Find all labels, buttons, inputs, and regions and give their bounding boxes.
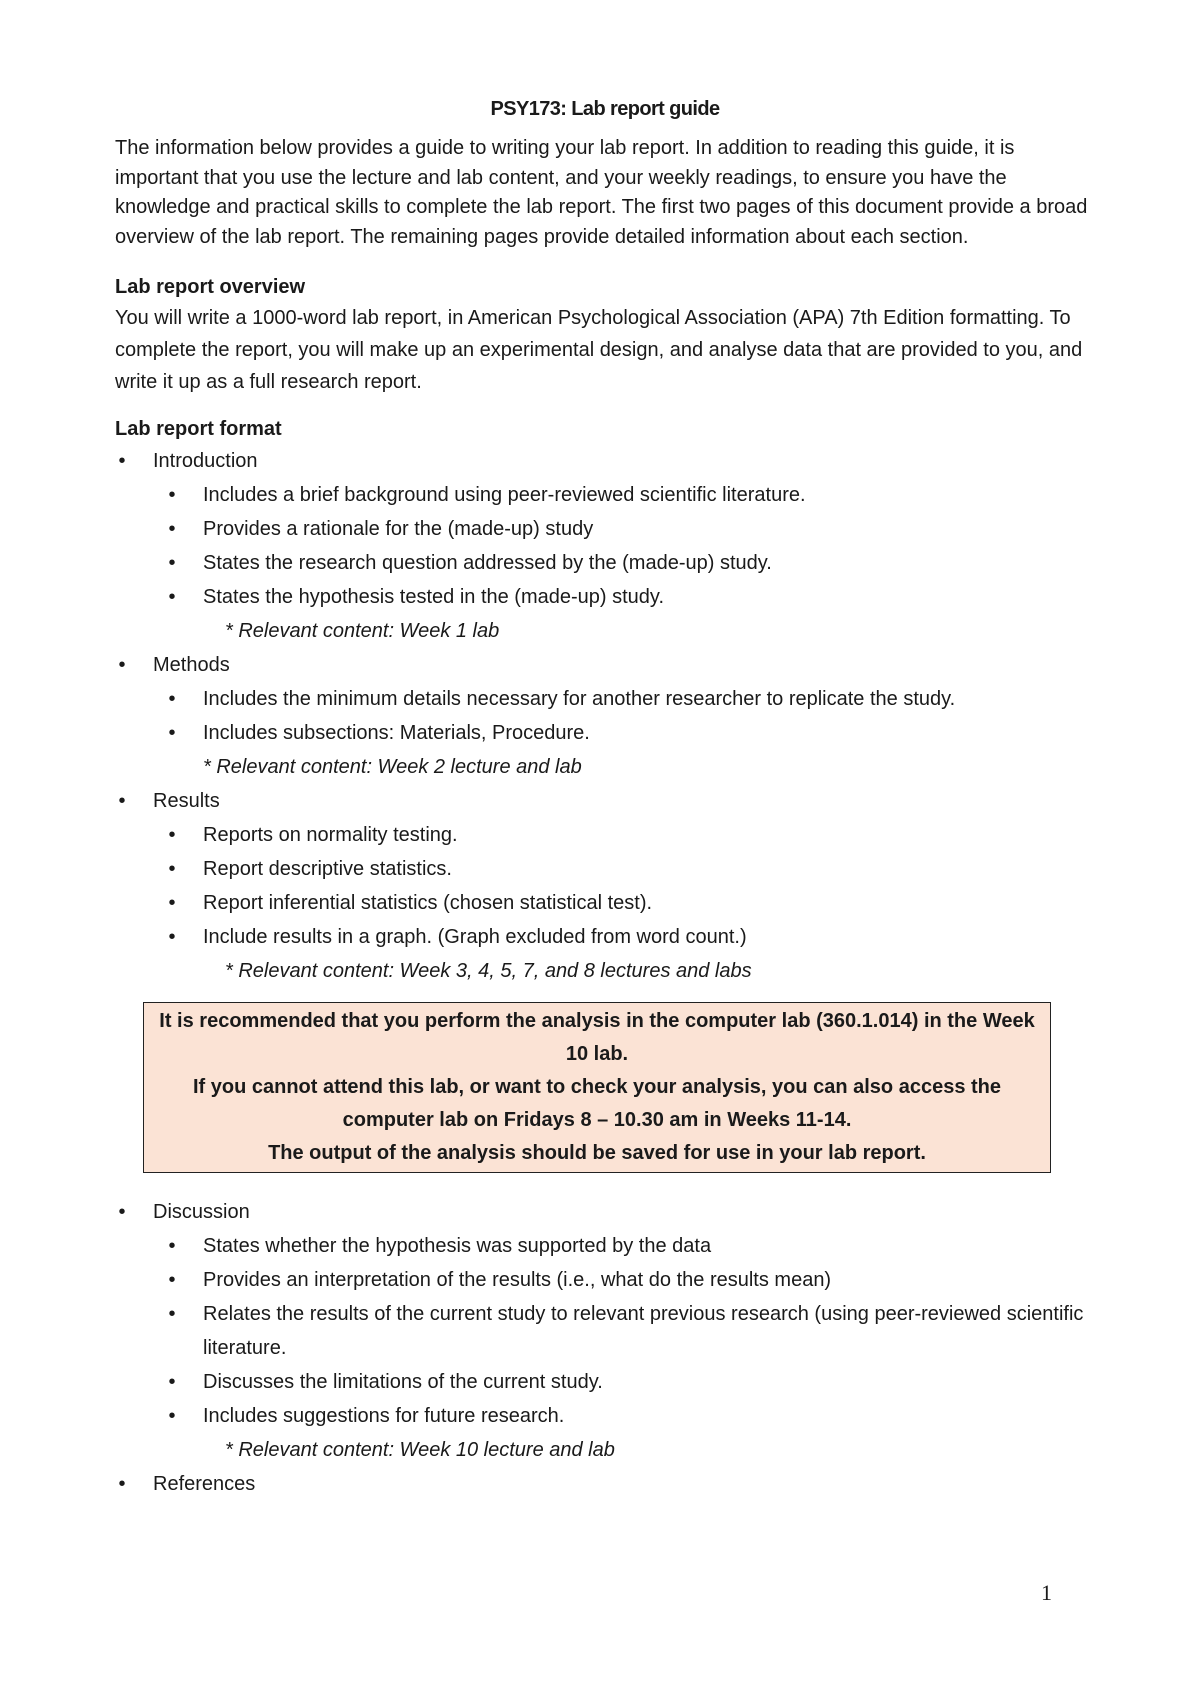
intro-paragraph: The information below provides a guide to writing your lab report. In addition to reading this guide, it is important that you use the lecture and lab content, and your weekly readings, to ensure you have the knowledge and practical skills to complete the lab report. The first two pages of this document provide a broad overview of the lab report. The remaining pages provide detailed information about each section. (115, 137, 1088, 248)
section-references (115, 1467, 1095, 1501)
bullet-icon: • (168, 824, 176, 846)
section-label: Results (153, 790, 220, 812)
list-item-text: Report inferential statistics (chosen statistical test). (203, 892, 653, 914)
format-heading: Lab report format (115, 418, 282, 440)
list-item-text: Provides a rationale for the (made-up) study (203, 518, 594, 540)
bullet-icon: • (168, 1405, 176, 1427)
methods-items (115, 682, 1095, 750)
document-title: PSY173: Lab report guide (490, 98, 720, 120)
bullet-icon: • (168, 688, 176, 710)
list-item (165, 580, 1095, 614)
list-item-text: Discusses the limitations of the current study. (203, 1371, 603, 1393)
bullet-icon: • (168, 722, 176, 744)
section-discussion (115, 1195, 1095, 1229)
bullet-icon: • (118, 654, 126, 676)
bullet-icon: • (168, 892, 176, 914)
bullet-icon: • (168, 552, 176, 574)
section-methods (115, 648, 1095, 682)
recommendation-callout (143, 1002, 1051, 1173)
bullet-icon: • (168, 1303, 176, 1325)
bullet-icon: • (118, 1201, 126, 1223)
list-item (165, 920, 1095, 954)
list-item-text: Includes subsections: Materials, Procedure. (203, 722, 590, 744)
bullet-icon: • (168, 926, 176, 948)
discussion-items-wrap (115, 1229, 1095, 1467)
section-label: References (153, 1473, 256, 1495)
relevant-content-note: * Relevant content: Week 3, 4, 5, 7, and 8 lectures and labs (225, 960, 752, 982)
bullet-icon: • (168, 586, 176, 608)
list-item (165, 1229, 1095, 1263)
list-item-text: Includes suggestions for future research. (203, 1405, 565, 1427)
list-item (165, 852, 1095, 886)
bullet-icon: • (168, 1235, 176, 1257)
list-item-text: Includes the minimum details necessary for another researcher to replicate the study. (203, 688, 956, 710)
format-list (115, 444, 1095, 988)
list-item-text: Includes a brief background using peer-reviewed scientific literature. (203, 484, 806, 506)
bullet-icon: • (168, 1371, 176, 1393)
list-item (165, 716, 1095, 750)
list-item (165, 1399, 1095, 1433)
list-item (165, 818, 1095, 852)
list-item-text: Provides an interpretation of the results (i.e., what do the results mean) (203, 1269, 832, 1291)
document-content (115, 92, 1095, 1501)
bullet-icon: • (118, 790, 126, 812)
introduction-items (115, 478, 1095, 614)
bullet-icon: • (118, 450, 126, 472)
relevant-content-note: * Relevant content: Week 2 lecture and lab (203, 756, 582, 778)
bullet-icon: • (168, 858, 176, 880)
section-label: Introduction (153, 450, 258, 472)
callout-line: The output of the analysis should be saved for use in your lab report. (268, 1142, 926, 1164)
list-item-text: Report descriptive statistics. (203, 858, 452, 880)
list-item-text: States the research question addressed by the (made-up) study. (203, 552, 772, 574)
list-item (165, 1365, 1095, 1399)
list-item-text: Reports on normality testing. (203, 824, 458, 846)
introduction-items-wrap (115, 478, 1095, 648)
results-items (115, 818, 1095, 954)
bullet-icon: • (118, 1473, 126, 1495)
section-label: Methods (153, 654, 230, 676)
section-introduction (115, 444, 1095, 478)
section-results (115, 784, 1095, 818)
overview-paragraph: You will write a 1000-word lab report, in American Psychological Association (APA) 7th Edition formatting. To complete the report, you will make up an experimental design, and analyse data that are provided to you, and write it up as a full research report. (115, 307, 1083, 393)
list-item (165, 1263, 1095, 1297)
list-item (165, 682, 1095, 716)
format-list-continued (115, 1195, 1095, 1501)
list-item-text: States the hypothesis tested in the (made-up) study. (203, 586, 664, 608)
section-label: Discussion (153, 1201, 250, 1223)
overview-heading: Lab report overview (115, 276, 306, 298)
bullet-icon: • (168, 518, 176, 540)
results-items-wrap (115, 818, 1095, 988)
list-item (165, 1297, 1095, 1365)
list-item (165, 478, 1095, 512)
relevant-content-note: * Relevant content: Week 1 lab (225, 620, 500, 642)
list-item (165, 886, 1095, 920)
list-item (165, 512, 1095, 546)
relevant-content-note: * Relevant content: Week 10 lecture and lab (225, 1439, 615, 1461)
methods-items-wrap (115, 682, 1095, 784)
callout-line: It is recommended that you perform the analysis in the computer lab (360.1.014) in the Week 10 lab. (159, 1010, 1035, 1065)
bullet-icon: • (168, 484, 176, 506)
list-item-text: Include results in a graph. (Graph excluded from word count.) (203, 926, 747, 948)
discussion-items (115, 1229, 1095, 1433)
bullet-icon: • (168, 1269, 176, 1291)
list-item-text: States whether the hypothesis was supported by the data (203, 1235, 712, 1257)
callout-line: If you cannot attend this lab, or want to check your analysis, you can also access the computer lab on Fridays 8 – 10.30 am in Weeks 11-14. (192, 1076, 1001, 1131)
list-item-text: Relates the results of the current study to relevant previous research (using peer-reviewed scientific literature. (203, 1303, 1084, 1359)
page-number: 1 (1041, 1580, 1052, 1605)
list-item (165, 546, 1095, 580)
